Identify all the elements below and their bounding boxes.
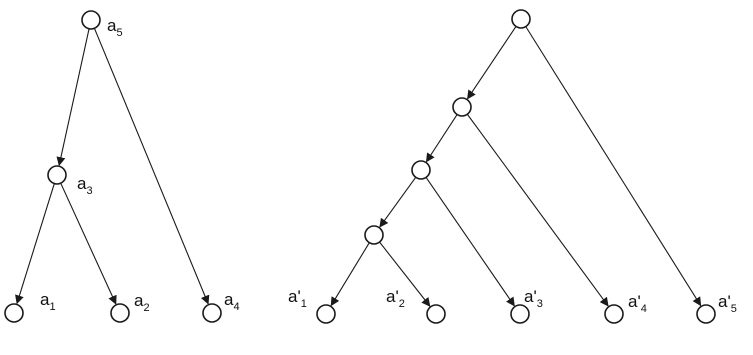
right-tree-edge-r0-to-b5 xyxy=(526,27,701,306)
right-tree-node-r0 xyxy=(512,10,530,28)
right-tree-node-r1 xyxy=(453,98,471,116)
label-base: a xyxy=(40,290,50,309)
label-subscript: 5 xyxy=(116,27,123,39)
label-base: a' xyxy=(628,292,641,311)
left-tree-edge-a5-to-a4 xyxy=(94,28,208,303)
label-base: a xyxy=(77,174,87,193)
right-tree-node-b4 xyxy=(605,305,623,323)
right-tree-edge-r1-to-r2 xyxy=(426,115,457,162)
right-tree-label-b2 xyxy=(386,287,405,310)
edges-layer xyxy=(17,26,701,306)
right-tree-node-r3 xyxy=(365,226,383,244)
nodes-layer xyxy=(5,10,715,323)
label-subscript: 2 xyxy=(398,298,405,310)
right-tree-edge-r3-to-b1 xyxy=(331,243,369,306)
right-tree-node-b3 xyxy=(511,305,529,323)
right-tree-label-b3 xyxy=(524,287,543,310)
label-base: a' xyxy=(386,287,399,306)
left-tree-node-a4 xyxy=(203,304,221,322)
label-base: a xyxy=(134,291,144,310)
label-subscript: 2 xyxy=(143,302,150,314)
right-tree-node-r2 xyxy=(412,161,430,179)
label-subscript: 4 xyxy=(233,301,240,313)
right-tree-edge-r1-to-b4 xyxy=(467,114,608,306)
label-subscript: 1 xyxy=(49,301,56,313)
left-tree-label-a4 xyxy=(224,290,240,313)
left-tree-node-a5 xyxy=(82,11,100,29)
right-tree-node-b2 xyxy=(427,305,445,323)
left-tree-edge-a3-to-a2 xyxy=(61,183,116,304)
right-tree-label-b5 xyxy=(718,292,737,315)
right-tree-edge-r2-to-r3 xyxy=(380,177,416,227)
label-base: a' xyxy=(718,292,731,311)
left-tree-node-a1 xyxy=(5,304,23,322)
label-subscript: 4 xyxy=(640,303,647,315)
right-tree-node-b1 xyxy=(317,305,335,323)
left-tree-label-a2 xyxy=(134,291,150,314)
left-tree-edge-a3-to-a1 xyxy=(17,184,54,304)
label-subscript: 3 xyxy=(86,185,93,197)
left-tree-label-a3 xyxy=(77,174,93,197)
label-subscript: 5 xyxy=(730,303,737,315)
right-tree-edge-r0-to-r1 xyxy=(468,26,516,98)
label-base: a' xyxy=(288,287,301,306)
label-subscript: 1 xyxy=(300,298,307,310)
label-base: a xyxy=(107,16,117,35)
left-tree-node-a3 xyxy=(48,166,66,184)
label-subscript: 3 xyxy=(536,298,543,310)
left-tree-label-a5 xyxy=(107,16,123,39)
left-tree-node-a2 xyxy=(111,304,129,322)
right-tree-node-b5 xyxy=(697,305,715,323)
label-base: a' xyxy=(524,287,537,306)
left-tree-edge-a5-to-a3 xyxy=(59,29,89,165)
right-tree-label-b4 xyxy=(628,292,647,315)
right-tree-edge-r2-to-b3 xyxy=(426,177,514,305)
labels-layer xyxy=(40,16,737,315)
right-tree-label-b1 xyxy=(288,287,307,310)
label-base: a xyxy=(224,290,234,309)
left-tree-label-a1 xyxy=(40,290,56,313)
